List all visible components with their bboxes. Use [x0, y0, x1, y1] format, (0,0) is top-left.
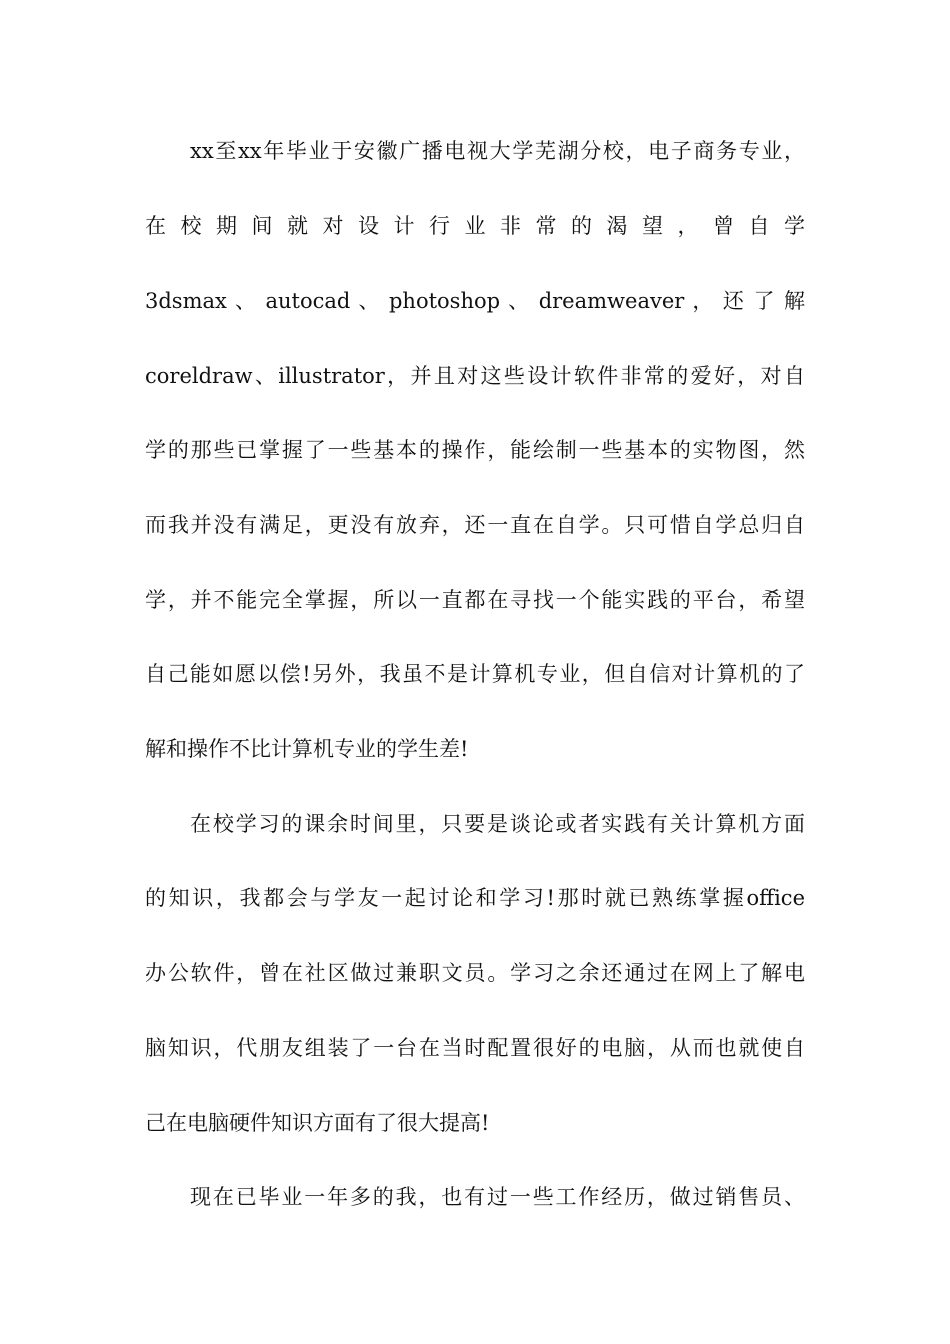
paragraph-1-line-5: 学的那些已掌握了一些基本的操作，能绘制一些基本的实物图，然	[145, 438, 805, 462]
paragraph-3-line-1: 现在已毕业一年多的我，也有过一些工作经历，做过销售员、	[190, 1185, 805, 1209]
paragraph-1-line-2: 在 校 期 间 就 对 设 计 行 业 非 常 的 渴 望 ， 曾 自 学	[145, 214, 805, 238]
paragraph-1-line-6: 而我并没有满足，更没有放弃，还一直在自学。只可惜自学总归自	[145, 513, 805, 537]
paragraph-2-line-4: 脑知识，代朋友组装了一台在当时配置很好的电脑，从而也就使自	[145, 1036, 805, 1060]
paragraph-1-line-4: coreldraw、illustrator，并且对这些设计软件非常的爱好，对自	[145, 364, 805, 388]
paragraph-1-line-7: 学，并不能完全掌握，所以一直都在寻找一个能实践的平台，希望	[145, 588, 805, 612]
paragraph-1-line-9: 解和操作不比计算机专业的学生差!	[145, 737, 469, 761]
paragraph-2-line-5: 己在电脑硬件知识方面有了很大提高!	[145, 1111, 490, 1135]
paragraph-1-line-3: 3dsmax 、 autocad 、 photoshop 、 dreamweaver ， 还 了 解	[145, 289, 805, 313]
paragraph-2-line-1: 在校学习的课余时间里，只要是谈论或者实践有关计算机方面	[190, 812, 805, 836]
paragraph-1-line-1: xx至xx年毕业于安徽广播电视大学芜湖分校，电子商务专业，	[190, 139, 805, 163]
paragraph-1-line-8: 自己能如愿以偿!另外，我虽不是计算机专业，但自信对计算机的了	[145, 662, 805, 686]
paragraph-2-line-2: 的知识，我都会与学友一起讨论和学习!那时就已熟练掌握office	[145, 886, 805, 910]
paragraph-2-line-3: 办公软件，曾在社区做过兼职文员。学习之余还通过在网上了解电	[145, 961, 805, 985]
